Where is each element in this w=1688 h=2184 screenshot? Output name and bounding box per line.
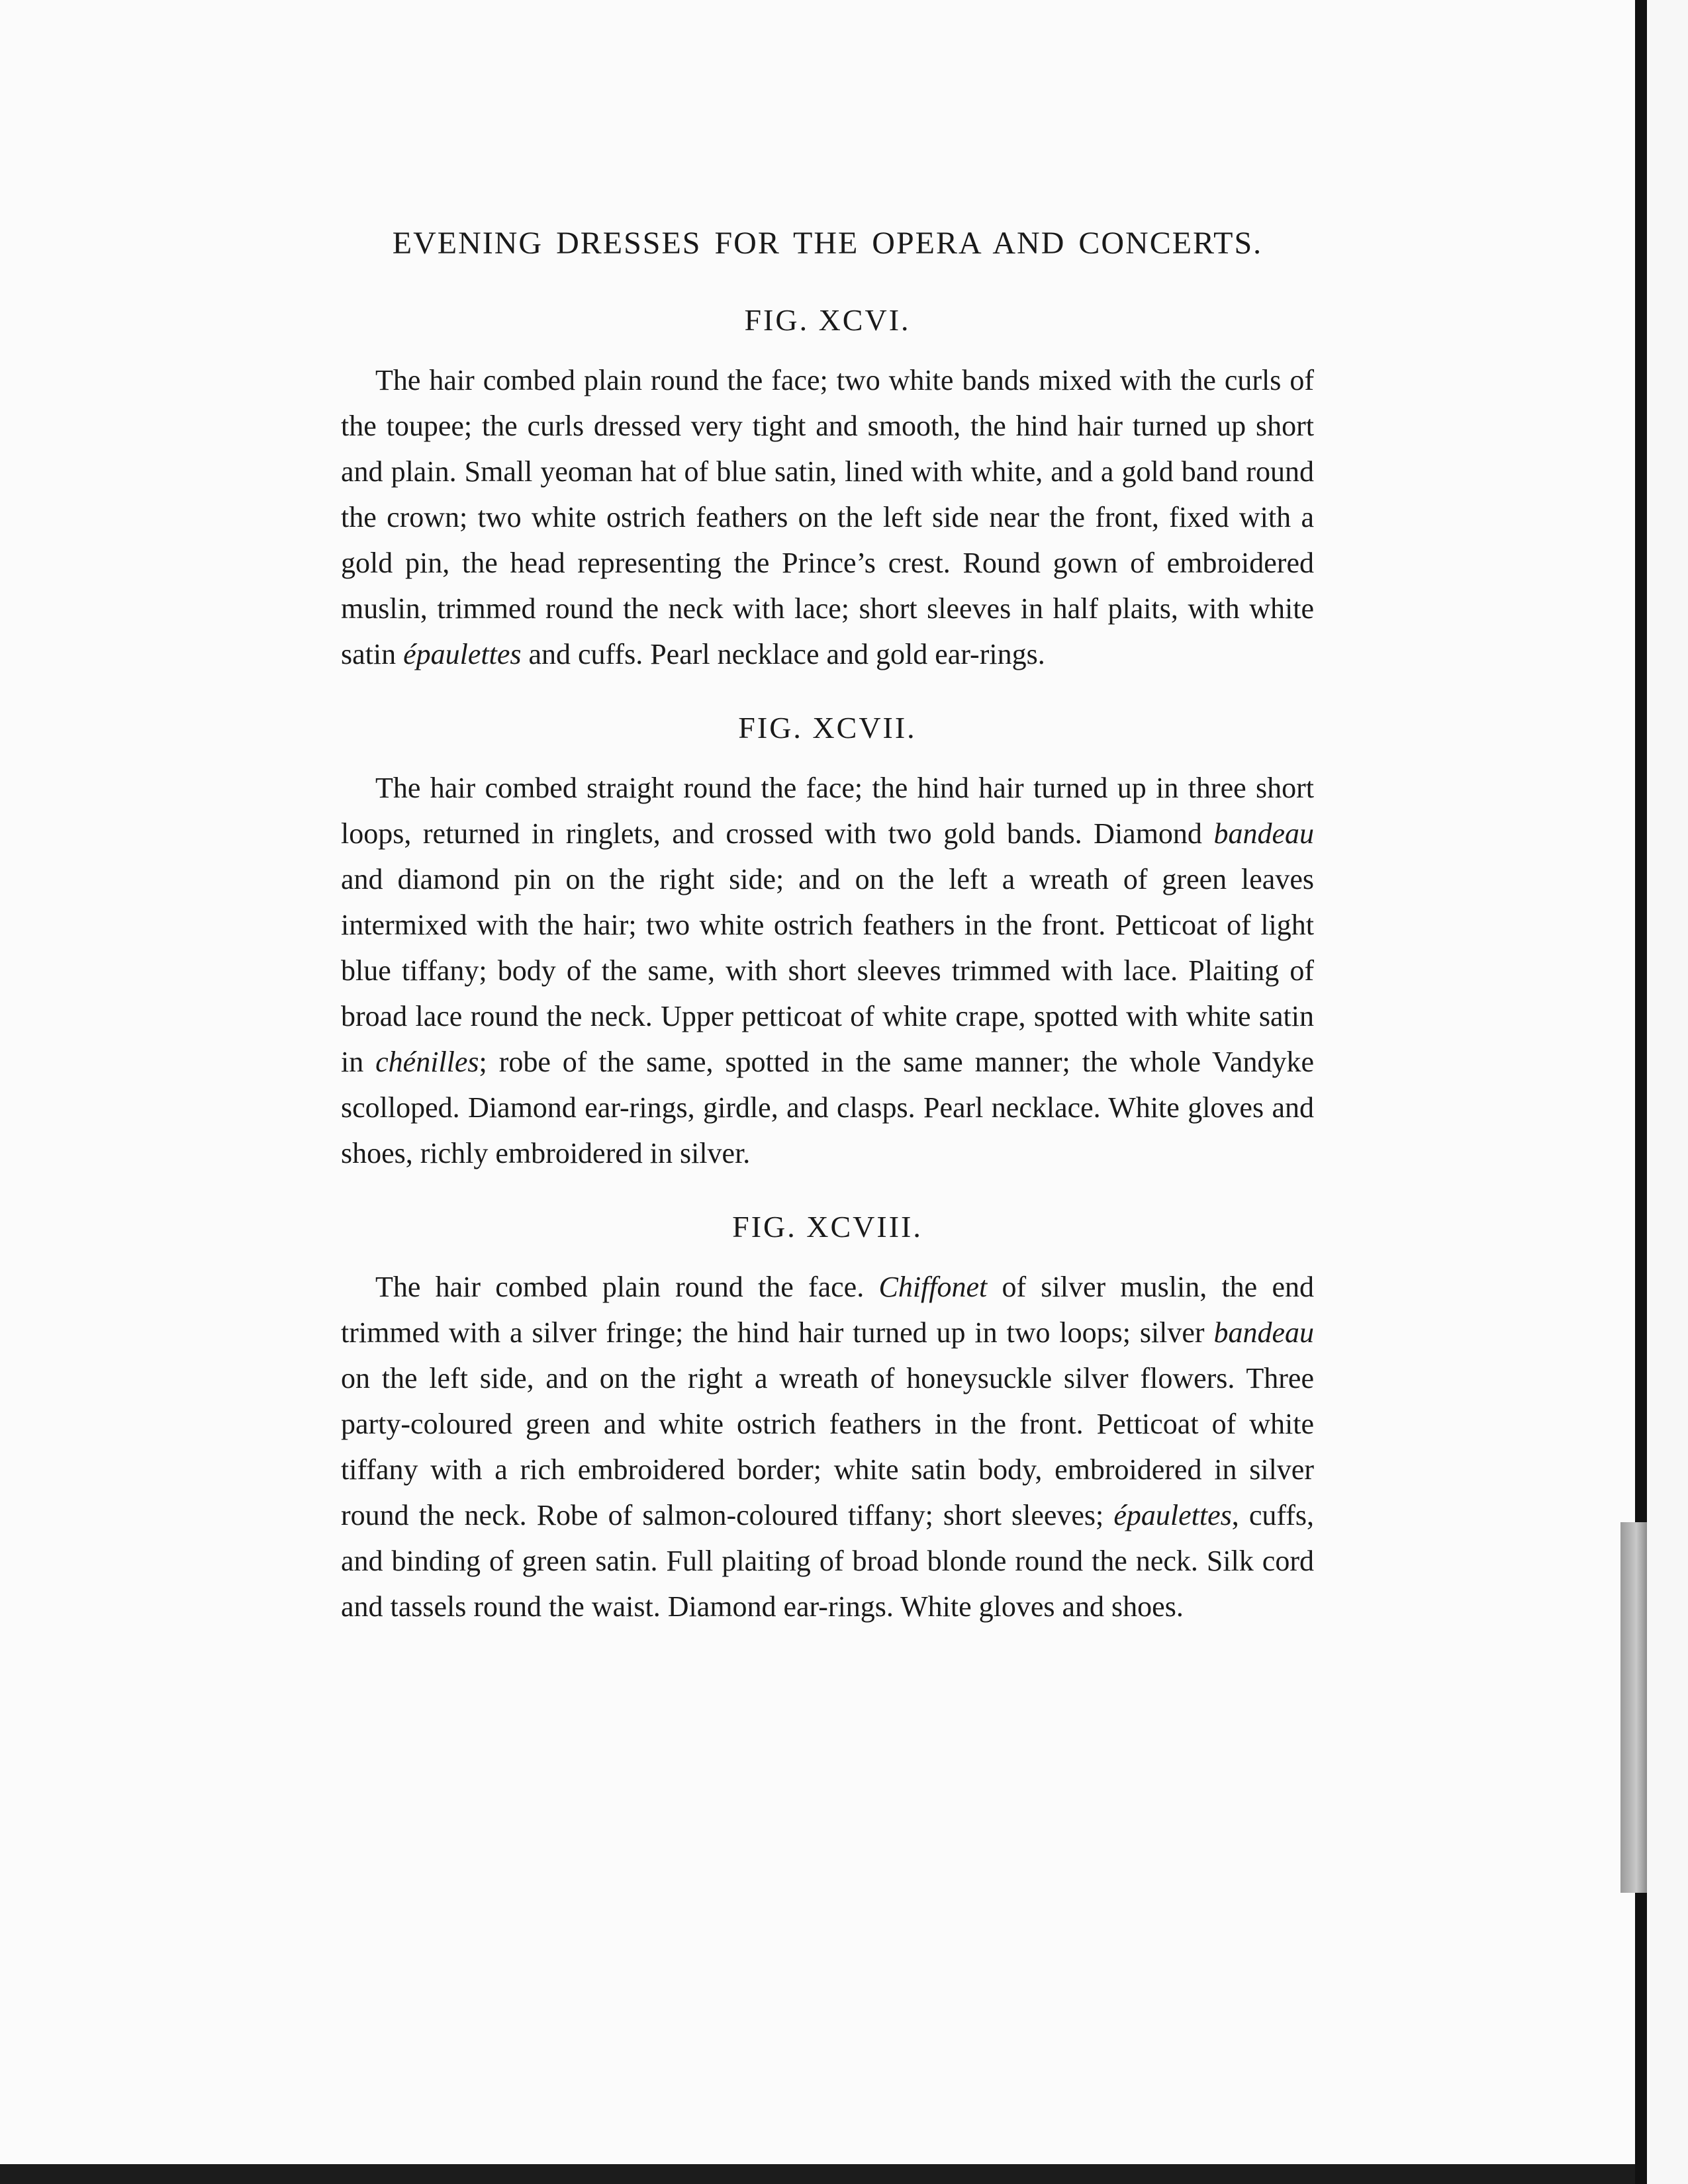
text-segment: of silver muslin, the end trimmed with a silver fringe; the hind hair turned up in two loops; silver (341, 1271, 1314, 1349)
italic-term: épaulettes (403, 638, 522, 670)
text-segment: The hair combed plain round the face; two white bands mixed with the curls of the toupee; the curls dressed very tight and smooth, the hind hair turned up short and plain. Small yeoman hat of blue satin, lined with white, and a gold band round the crown; two white ostrich feathers on the left side near the front, fixed with a gold pin, the head representing the Prince’s crest. Round gown of embroidered muslin, trimmed round the neck with lace; short sleeves in half plaits, with white satin (341, 364, 1314, 670)
text-segment: , cuffs, and binding of green satin. Full plaiting of broad blonde round the neck. Silk cord and tassels round the waist. Diamond ear-rings. White gloves and shoes. (341, 1499, 1314, 1623)
text-segment: ; robe of the same, spotted in the same manner; the whole Vandyke scolloped. Diamond ear-rings, girdle, and clasps. Pearl necklace. White gloves and shoes, richly embroidered in silver. (341, 1046, 1314, 1169)
figure-section-xcvii (341, 710, 1314, 1176)
figure-section-xcviii (341, 1209, 1314, 1629)
figure-section-xcvi (341, 302, 1314, 677)
text-segment: on the left side, and on the right a wreath of honeysuckle silver flowers. Three party-coloured green and white ostrich feathers in the front. Petticoat of white tiffany with a rich embroidered border; white satin body, embroidered in silver round the neck. Robe of salmon-coloured tiffany; short sleeves; (341, 1362, 1314, 1531)
scan-page-tab (1620, 1522, 1647, 1893)
italic-term: Chiffonet (878, 1271, 988, 1303)
text-segment: The hair combed plain round the face. (375, 1271, 879, 1303)
figure-description (341, 1264, 1314, 1629)
italic-term: bandeau (1213, 817, 1314, 850)
scan-bottom-edge (0, 2164, 1635, 2184)
italic-term: épaulettes (1113, 1499, 1232, 1531)
scan-margin-right (1647, 0, 1688, 2184)
page-title: EVENING DRESSES FOR THE OPERA AND CONCERTS. (392, 226, 1263, 261)
figure-description (341, 357, 1314, 677)
page-body (341, 225, 1314, 1662)
text-segment: and cuffs. Pearl necklace and gold ear-rings. (521, 638, 1045, 670)
figure-heading: FIG. XCVII. (738, 711, 917, 745)
italic-term: bandeau (1213, 1316, 1314, 1349)
figure-heading: FIG. XCVIII. (732, 1210, 923, 1244)
text-segment: and diamond pin on the right side; and on the left a wreath of green leaves intermixed with the hair; two white ostrich feathers in the front. Petticoat of light blue tiffany; body of the same, with short sleeves trimmed with lace. Plaiting of broad lace round the neck. Upper petticoat of white crape, spotted with white satin in (341, 863, 1314, 1078)
figure-heading: FIG. XCVI. (744, 303, 911, 337)
figure-description (341, 765, 1314, 1176)
italic-term: chénilles (375, 1046, 479, 1078)
text-segment: The hair combed straight round the face; the hind hair turned up in three short loops, returned in ringlets, and crossed with two gold bands. Diamond (341, 772, 1314, 850)
